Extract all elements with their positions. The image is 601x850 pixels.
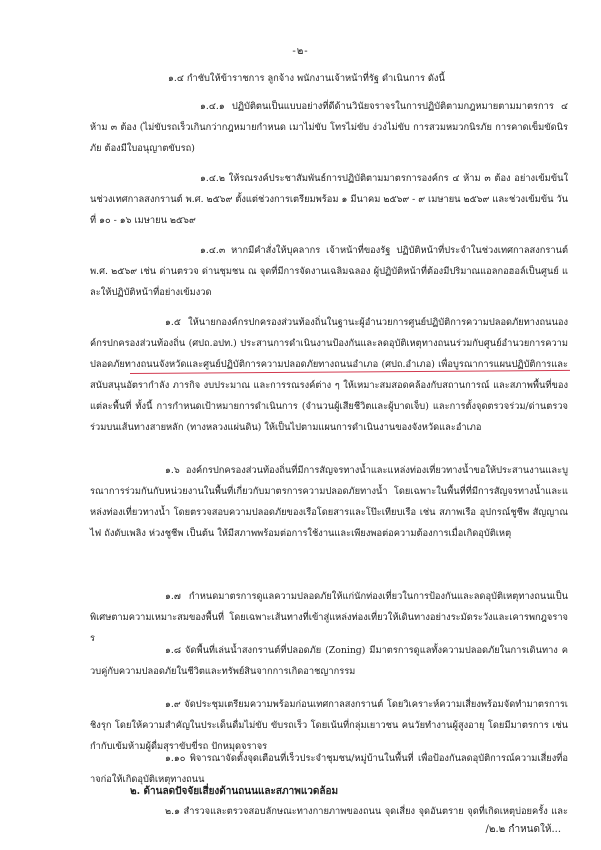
section-1-6: ๑.๖ องค์กรปกครองส่วนท้องถิ่นที่มีการสัญจรทางน้ำและแหล่งท่องเที่ยวทางน้ำขอให้ประสานงานและบูรณาการร่วมกันกับหน่วยงานในพื้นที่เกี่ยวกับมาตรการความปลอดภัยทางน้ำ โดยเฉพาะในพื้นที่ที่มีการสัญจรทางน้ำและแหล่งท่องเที่ยวทางน้ำ โดยตรวจสอบความปลอดภัยของเรือโดยสารและโป๊ะเทียบเรือ เช่น สภาพเรือ อุปกรณ์ชูชีพ สัญญาณไฟ ถังดับเพลิง ห่วงชูชีพ เป็นต้น ให้มีสภาพพร้อมต่อการใช้งานและเพียงพอต่อความต้องการเมื่อเกิดอุบัติเหตุ [90,465,568,539]
section-1-4-2: ๑.๔.๒ ให้รณรงค์ประชาสัมพันธ์การปฏิบัติตามมาตรการองค์กร ๔ ห้าม ๓ ต้อง อย่างเข้มข้นในช่วงเทศกาลสงกรานต์ พ.ศ. ๒๕๖๙ ตั้งแต่ช่วงการเตรียมพร้อม ๑ มีนาคม ๒๕๖๙ - ๙ เมษายน ๒๕๖๙ และช่วงเข้มข้น วันที่ ๑๐ - ๑๖ เมษายน ๒๕๖๙ [90,173,568,226]
section-2-1: ๒.๑ สำรวจและตรวจสอบลักษณะทางกายภาพของถนน จุดเสี่ยง จุดอันตราย จุดที่เกิดเหตุบ่อยครั้ง และ [165,806,568,817]
section-1-4-1: ๑.๔.๑ ปฏิบัติตนเป็นแบบอย่างที่ดีด้านวินัยจราจรในการปฏิบัติตามกฎหมายตามมาตรการ ๔ ห้าม ๓ ต้อง (ไม่ขับรถเร็วเกินกว่ากฎหมายกำหนด เมาไม่ขับ โทรไม่ขับ ง่วงไม่ขับ การสวมหมวกนิรภัย การคาดเข็มขัดนิรภัย ต้องมีใบอนุญาตขับรถ) [90,101,568,154]
section-1-8: ๑.๘ จัดพื้นที่เล่นน้ำสงกรานต์ที่ปลอดภัย (Zoning) มีมาตรการดูแลทั้งความปลอดภัยในการเดินทาง ควบคู่กับความปลอดภัยในชีวิตและทรัพย์สินจากการเกิดอาชญากรรม [90,645,568,677]
section-2-heading: ๒. ด้านลดปัจจัยเสี่ยงด้านถนนและสภาพแวดล้อม [130,786,339,797]
section-1-4-heading: ๑.๔ กำชับให้ข้าราชการ ลูกจ้าง พนักงานเจ้าหน้าที่รัฐ ดำเนินการ ดังนี้ [168,73,445,84]
section-1-4-3: ๑.๔.๓ หากมีคำสั่งให้บุคลากร เจ้าหน้าที่ของรัฐ ปฏิบัติหน้าที่ประจำในช่วงเทศกาลสงกรานต์ พ.ศ. ๒๕๖๙ เช่น ด่านตรวจ ด่านชุมชน ณ จุดที่มีการจัดงานเฉลิมฉลอง ผู้ปฏิบัติหน้าที่ต้องมีปริมาณแอลกอฮอล์เป็นศูนย์ และให้ปฏิบัติหน้าที่อย่างเข้มงวด [90,245,568,298]
section-1-7: ๑.๗ กำหนดมาตรการดูแลความปลอดภัยให้แก่นักท่องเที่ยวในการป้องกันและลดอุบัติเหตุทางถนนเป็นพิเศษตามความเหมาะสมของพื้นที่ โดยเฉพาะเส้นทางที่เข้าสู่แหล่งท่องเที่ยวให้เดินทางอย่างระมัดระวังและเคารพกฎจราจร [90,591,568,644]
section-1-9: ๑.๙ จัดประชุมเตรียมความพร้อมก่อนเทศกาลสงกรานต์ โดยวิเคราะห์ความเสี่ยงพร้อมจัดทำมาตรการเชิงรุก โดยให้ความสำคัญในประเด็นดื่มไม่ขับ ขับรถเร็ว โดยเน้นที่กลุ่มเยาวชน คนวัยทำงานผู้สูงอายุ โดยมีมาตรการ เช่น กำกับเข้มห้ามผู้ดื่มสุราขับขี่รถ ปักหมุดจราจร [90,699,568,752]
section-1-5: ๑.๕ ให้นายกองค์กรปกครองส่วนท้องถิ่นในฐานะผู้อำนวยการศูนย์ปฏิบัติการความปลอดภัยทางถนนองค์กรปกครองส่วนท้องถิ่น (ศปถ.อปท.) ประสานการดำเนินงานป้องกันและลดอุบัติเหตุทางถนนร่วมกับศูนย์อำนวยการความปลอดภัยทางถนนจังหวัดและศูนย์ปฏิบัติการความปลอดภัยทางถนนอำเภอ (ศปถ.อำเภอ) เพื่อบูรณาการแผนปฏิบัติการและสนับสนุนอัตรากำลัง ภารกิจ งบประมาณ และการรณรงค์ต่าง ๆ ให้เหมาะสมสอดคล้องกับสถานการณ์ และสภาพพื้นที่ของแต่ละพื้นที่ ทั้งนี้ การกำหนดเป้าหมายการดำเนินการ (จำนวนผู้เสียชีวิตและผู้บาดเจ็บ) และการตั้งจุดตรวจร่วม/ด่านตรวจร่วมบนเส้นทางสายหลัก (ทางหลวงแผ่นดิน) ให้เป็นไปตามแผนการดำเนินงานของจังหวัดและอำเภอ [90,317,568,433]
page-number: -๒- [292,46,309,57]
continuation-footer: /๒.๒ กำหนดให้... [485,824,561,835]
section-1-10: ๑.๑๐ พิจารณาจัดตั้งจุดเตือนที่เร็วประจำชุมชน/หมู่บ้านในพื้นที่ เพื่อป้องกันลดอุบัติการณ์ความเสี่ยงที่อาจก่อให้เกิดอุบัติเหตุทางถนน [90,753,568,785]
